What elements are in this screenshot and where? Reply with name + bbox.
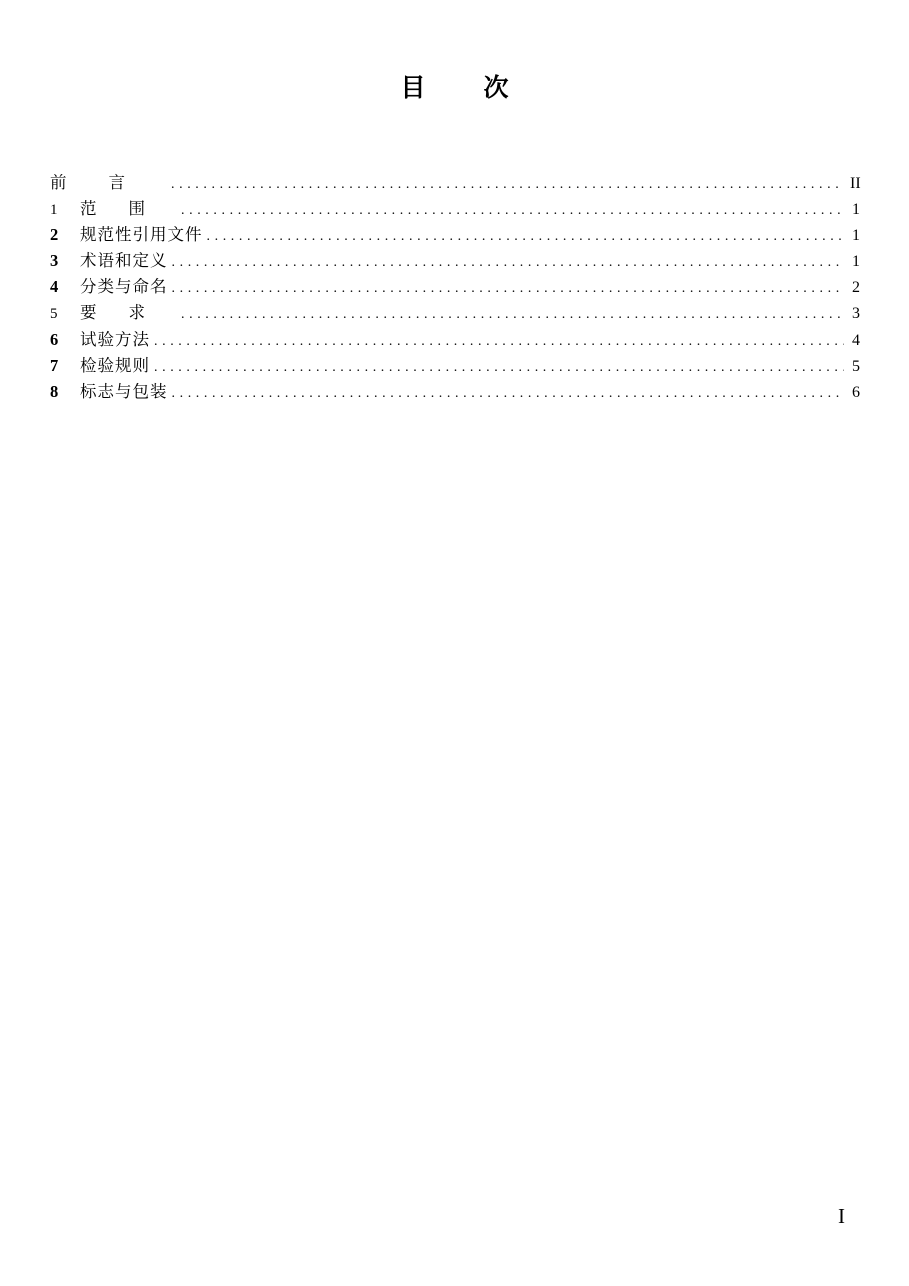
toc-entry-label: 范围 (80, 199, 177, 219)
page-title: 目次 (400, 73, 567, 102)
toc-entry-number: 6 (50, 329, 59, 349)
toc-dot-leader (172, 381, 845, 407)
toc-entry-page: 4 (852, 331, 860, 349)
toc-dot-leader (172, 276, 845, 302)
toc-entry-scope[interactable] (50, 196, 860, 222)
toc-entry-classification[interactable] (50, 274, 860, 300)
toc-entry-number: 4 (50, 277, 59, 297)
toc-entry-label: 检验规则 (80, 355, 150, 375)
toc-entry-number: 1 (50, 202, 58, 219)
table-of-contents (50, 170, 860, 405)
toc-entry-requirements[interactable] (50, 300, 860, 326)
toc-entry-page: II (850, 175, 861, 192)
toc-dot-leader (154, 355, 844, 381)
toc-entry-page: 1 (852, 201, 860, 219)
toc-entry-foreword[interactable] (50, 170, 860, 196)
toc-dot-leader (172, 250, 845, 276)
toc-entry-marking-packaging[interactable] (50, 379, 860, 405)
toc-entry-normative-references[interactable] (50, 222, 860, 248)
toc-entry-number: 3 (50, 251, 59, 271)
toc-entry-number: 8 (50, 381, 59, 401)
toc-entry-terms-definitions[interactable] (50, 248, 860, 274)
toc-dot-leader (181, 198, 844, 224)
toc-entry-label: 标志与包装 (80, 381, 168, 401)
toc-entry-page: 2 (852, 279, 860, 297)
toc-dot-leader (154, 329, 844, 355)
toc-entry-number: 2 (50, 225, 59, 245)
toc-entry-label: 规范性引用文件 (80, 225, 203, 245)
toc-dot-leader (207, 224, 845, 250)
toc-entry-label: 前言 (50, 173, 167, 192)
toc-entry-label: 分类与命名 (80, 277, 168, 297)
toc-entry-test-methods[interactable] (50, 327, 860, 353)
toc-entry-inspection-rules[interactable] (50, 353, 860, 379)
toc-entry-label: 试验方法 (80, 329, 150, 349)
toc-entry-number: 7 (50, 355, 59, 375)
toc-entry-label: 术语和定义 (80, 251, 168, 271)
toc-entry-page: 1 (852, 253, 860, 271)
toc-entry-number: 5 (50, 306, 58, 323)
toc-dot-leader (171, 172, 844, 198)
toc-entry-page: 3 (852, 305, 860, 323)
toc-dot-leader (181, 302, 844, 328)
toc-entry-page: 6 (852, 383, 860, 401)
toc-entry-page: 1 (852, 227, 860, 245)
footer-page-number: I (838, 1204, 845, 1228)
toc-entry-page: 5 (852, 357, 860, 375)
toc-entry-label: 要求 (80, 303, 177, 323)
